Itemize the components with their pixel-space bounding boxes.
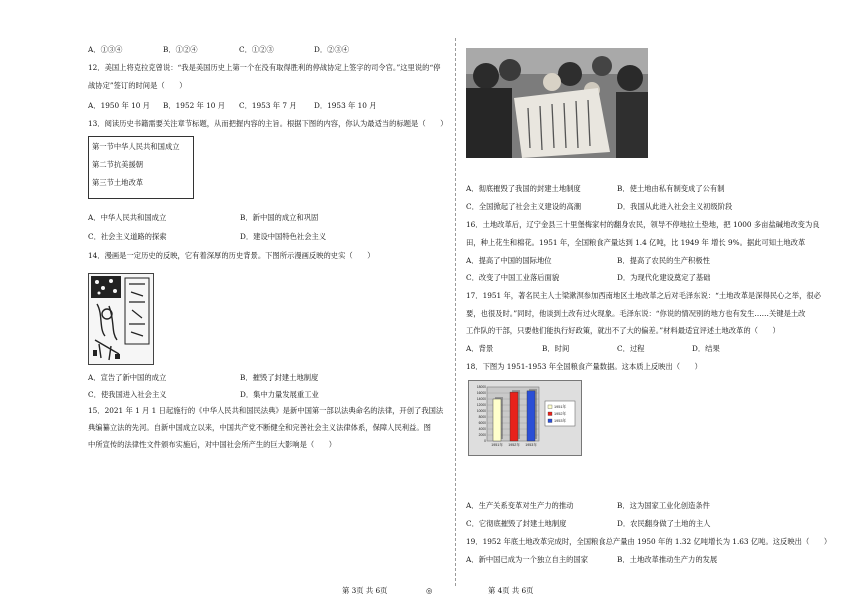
box-line-1: 第一节中华人民共和国成立: [92, 142, 180, 151]
q18-option-a: A．生产关系变革对生产力的推动: [466, 501, 574, 510]
page-divider: [455, 38, 456, 586]
q13-stem: 13．阅读历史书籍需要关注章节标题，从而把握内容的主旨。根据下图的内容，你认为最适当的标题是（ ）: [88, 119, 448, 128]
chart-x-tick-label: 1951年: [491, 443, 503, 447]
q14-option-b: B．摧毁了封建土地制度: [240, 373, 319, 382]
chart-y-tick-label: 8000: [478, 415, 486, 420]
q11-option-a: A．①③④: [88, 45, 123, 54]
q13-option-b: B．新中国的成立和巩固: [240, 213, 319, 222]
q12-stem-line2: 战协定”签订的时间是（ ）: [88, 81, 187, 90]
q18-stem: 18．下图为 1951-1953 年全国粮食产量数据。这本质上反映出（ ）: [466, 362, 702, 371]
q18-option-d: D．农民翻身做了土地的主人: [617, 519, 711, 528]
q11-option-d: D．②③④: [314, 45, 350, 54]
chart-y-tick-label: 2000: [478, 433, 486, 438]
q12-option-c: C．1953 年 7 月: [239, 101, 297, 110]
land-reform-cartoon-image: [88, 273, 154, 365]
grain-output-chart: [468, 380, 582, 456]
q17-stem-line3: 工作队的干部，只要他们能执行好政策，就出不了大的偏差。”材料最适宜评述土地改革的（ ）: [466, 326, 780, 335]
q15-option-a: A．彻底摧毁了我国的封建土地制度: [466, 184, 581, 193]
q16-stem-line2: 田，种上花生和棉花。1951 年，全国粮食产量达到 1.4 亿吨，比 1949 年 增长 9%。据此可知土地改革: [466, 238, 806, 247]
q13-option-a: A．中华人民共和国成立: [88, 213, 167, 222]
q18-option-b: B．这为国家工业化创造条件: [617, 501, 710, 510]
chart-y-tick-label: 12000: [476, 403, 486, 408]
q19-stem: 19．1952 年底土地改革完成时，全国粮食总产量由 1950 年的 1.32 亿吨增长为 1.63 亿吨。这反映出（ ）: [466, 537, 832, 546]
q13-option-d: D．建设中国特色社会主义: [240, 232, 327, 241]
chart-x-tick-label: 1952年: [508, 443, 520, 447]
q17-stem-line2: 要，也很及时。”同时，他谈到土改有过火现象。毛泽东说：“你说的情况别的地方也有发生……关键是土改: [466, 309, 806, 318]
chart-legend-label: 1951年: [554, 405, 567, 410]
q16-option-a: A．提高了中国的国际地位: [466, 256, 552, 265]
q12-option-d: D．1953 年 10 月: [314, 101, 377, 110]
q11-option-b: B．①②④: [163, 45, 198, 54]
q17-option-a: A．背景: [466, 344, 494, 353]
box-line-2: 第二节抗美援朝: [92, 160, 144, 169]
q14-option-d: D．集中力量发展重工业: [240, 390, 319, 399]
q14-stem: 14．漫画是一定历史的反映，它有着深厚的历史背景。下图所示漫画反映的史实（ ）: [88, 251, 375, 260]
q12-option-b: B．1952 年 10 月: [163, 101, 226, 110]
q13-option-c: C．社会主义道路的探索: [88, 232, 167, 241]
chart-y-tick-label: 0: [484, 439, 486, 444]
q15-option-b: B．使土地由私有制变成了公有制: [617, 184, 725, 193]
chart-bar: [510, 392, 518, 441]
chart-y-tick-label: 10000: [476, 409, 486, 414]
q17-option-c: C．过程: [617, 344, 645, 353]
q12-option-a: A．1950 年 10 月: [88, 101, 150, 110]
chart-bar: [493, 399, 501, 441]
q15-option-d: D．我国从此进入社会主义初级阶段: [617, 202, 733, 211]
q16-option-c: C．改变了中国工业落后面貌: [466, 273, 560, 282]
q11-option-c: C．①②③: [239, 45, 274, 54]
chart-y-tick-label: 18000: [476, 385, 486, 390]
q14-option-a: A．宣告了新中国的成立: [88, 373, 167, 382]
chart-y-tick-label: 14000: [476, 397, 486, 402]
q15-stem-line2: 典编纂立法的先河。自新中国成立以来，中国共产党不断健全和完善社会主义法律体系，保障人民利益。图: [88, 423, 431, 432]
q15-option-c: C．全国掀起了社会主义建设的高潮: [466, 202, 582, 211]
q19-option-b: B．土地改革推动生产力的发展: [617, 555, 718, 564]
land-deed-photo: [466, 48, 648, 158]
q17-option-d: D．结果: [692, 344, 720, 353]
chart-svg: [469, 381, 581, 455]
left-page-footer: 第 3页 共 6页: [342, 586, 388, 595]
chart-legend-label: 1953年: [554, 419, 567, 424]
chart-legend-label: 1952年: [554, 412, 567, 417]
chart-y-tick-label: 4000: [478, 427, 486, 432]
chart-legend-swatch: [548, 419, 552, 423]
chart-y-tick-label: 6000: [478, 421, 486, 426]
chart-legend-swatch: [548, 405, 552, 409]
chart-bar: [527, 391, 535, 441]
q18-option-c: C．它彻底摧毁了封建土地制度: [466, 519, 567, 528]
q13-chapter-box: [88, 136, 194, 199]
q12-stem-line1: 12．美国上将克拉克曾说：“我是美国历史上第一个在没有取得胜利的停战协定上签字的司令官。”这里说的“停: [88, 63, 441, 72]
q17-option-b: B．时间: [542, 344, 570, 353]
chart-x-tick-label: 1953年: [525, 443, 537, 447]
q17-stem-line1: 17．1951 年，著名民主人士梁漱溟参加西南地区土地改革之后对毛泽东说：“土地改革是深得民心之举，很必: [466, 291, 821, 300]
right-page-footer: 第 4页 共 6页: [488, 586, 534, 595]
q16-option-d: D．为现代化建设奠定了基础: [617, 273, 711, 282]
q15-stem-line1: 15．2021 年 1 月 1 日起施行的《中华人民共和国民法典》是新中国第一部以法典命名的法律，开创了我国法: [88, 406, 444, 415]
q15-stem-line3: 中所宣传的法律性文件颁布实施后，对中国社会所产生的巨大影响是（ ）: [88, 440, 337, 449]
q16-option-b: B．提高了农民的生产积极性: [617, 256, 710, 265]
center-binding-mark: ◎: [426, 586, 433, 595]
q16-stem-line1: 16．土地改革后，辽宁金县三十里堡梅家村的翻身农民，领导不停地拉土垫地，把 1000 多亩盐碱地改变为良: [466, 220, 820, 229]
q19-option-a: A．新中国已成为一个独立自主的国家: [466, 555, 589, 564]
chart-legend-swatch: [548, 412, 552, 416]
box-line-3: 第三节土地改革: [92, 178, 144, 187]
q14-option-c: C．使我国进入社会主义: [88, 390, 167, 399]
chart-y-tick-label: 16000: [476, 391, 486, 396]
photo-scene: [466, 48, 648, 158]
cartoon-drawing: [89, 274, 153, 364]
